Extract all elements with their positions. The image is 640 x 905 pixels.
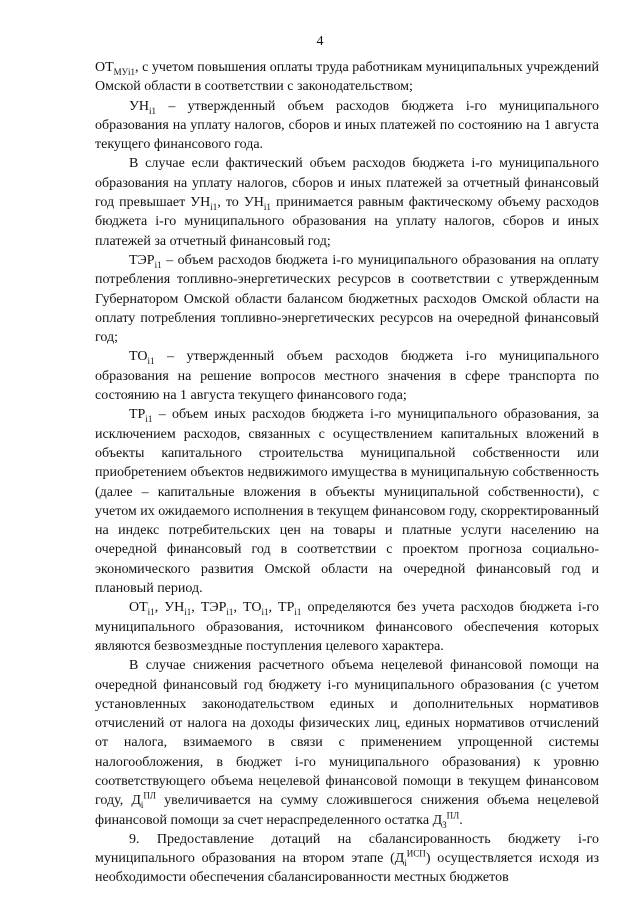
paragraph-6: $ТР_{i1}$ – объем иных расходов бюджета i-го муниципального образования, за исключением расходов, связанных с осуществлением капитальных вложений в объекты капитального строительства муниципальной собственности или приобретением объектов недвижимого имущества в муниципальную собственность (далее – капитальные вложения в объекты муниципальной собственности), с учетом их ожидаемого исполнения в текущем финансовом году, скорректированный на индекс потребительских цен на товары и платные услуги населению на очередной финансовый год в соответствии с проектом прогноза социально-экономического развития Омской области на очередной финансовый год и плановый период.: [95, 407, 599, 597]
paragraph-9: 9. Предоставление дотаций на сбалансированность бюджету i-го муниципального образования на втором этапе $(Д_i^{ИСП})$ осуществляется исходя из необходимости обеспечения сбалансированности местных бюджетов: [95, 831, 599, 886]
paragraph-7: $ОТ_{i1}$, $УН_{i1}$, $ТЭР_{i1}$, $ТО_{i1}$, $ТР_{i1}$ определяются без учета расходов бюджета i-го муниципального образования, источником финансового обеспечения которых являются безвозмездные поступления целевого характера.: [95, 600, 599, 654]
paragraph-3: В случае если фактический объем расходов бюджета i-го муниципального образования на уплату налогов, сборов и иных платежей за отчетный финансовый год превышает $УН_{i1}$, то $УН_{i1}$ принимается равным фактическому объему расходов бюджета i-го муниципального образования на уплату налогов, сборов и иных платежей за отчетный финансовый год;: [95, 156, 600, 249]
document-body: [95, 58, 599, 888]
paragraph-8: В случае снижения расчетного объема нецелевой финансовой помощи на очередной финансовый год бюджету i-го муниципального образования (с учетом установленных законодательством единых и дополнительных нормативов отчислений от налога на доходы физических лиц, единых нормативов отчислений от налога, взимаемого в связи с применением упрощенной системы налогообложения, в бюджет i-го муниципального образования) к уровню соответствующего объема нецелевой финансовой помощи в текущем финансовом году, $Д_i^{ПЛ}$ увеличивается на сумму сложившегося снижения объема нецелевой финансовой помощи за счет нераспределенного остатка $Д_3^{ПЛ}$.: [95, 658, 599, 830]
paragraph-2: $УН_{i1}$ – утвержденный объем расходов бюджета i-го муниципального образования на уплату налогов, сборов и иных платежей по состоянию на 1 августа текущего финансового года.: [95, 98, 599, 153]
paragraph-5: $ТО_{i1}$ – утвержденный объем расходов бюджета i-го муниципального образования на решение вопросов местного значения в сфере транспорта по состоянию на 1 августа текущего финансового года;: [95, 349, 599, 404]
page-number: 4: [316, 34, 324, 49]
paragraph-1: $ОТ_{МУi1}$, с учетом повышения оплаты труда работникам муниципальных учреждений Омской области в соответствии с законодательством;: [95, 60, 599, 95]
paragraph-4: $ТЭР_{i1}$ – объем расходов бюджета i-го муниципального образования на оплату потребления топливно-энергетических ресурсов в соответствии с утвержденным Губернатором Омской области балансом бюджетных расходов Омской области на оплату потребления топливно-энергетических ресурсов на очередной финансовый год;: [95, 252, 599, 346]
